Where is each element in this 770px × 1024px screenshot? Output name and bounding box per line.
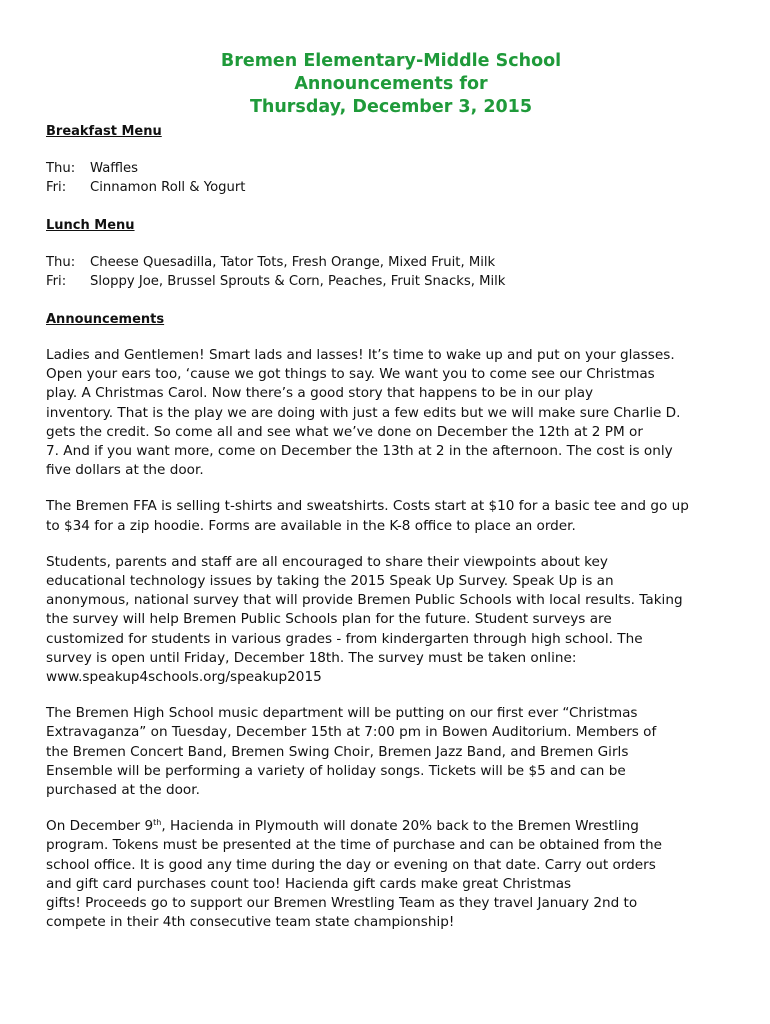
paragraph-line: Ladies and Gentlemen! Smart lads and lasses! It’s time to wake up and put on your glasses. — [46, 347, 675, 363]
survey-url: www.speakup4schools.org/speakup2015 — [46, 669, 322, 686]
paragraph-line: 7. And if you want more, come on December the 13th at 2 in the afternoon. The cost is only — [46, 443, 673, 460]
ffa-paragraph — [46, 497, 736, 535]
ordinal-suffix: th — [153, 818, 162, 828]
paragraph-line: Students, parents and staff are all encouraged to share their viewpoints about key — [46, 553, 608, 570]
music-paragraph — [46, 704, 736, 800]
lunch-row-fri — [46, 272, 736, 291]
speak-up-survey-paragraph — [46, 553, 736, 687]
lunch-row-thu — [46, 253, 736, 272]
announcement-document — [46, 50, 736, 932]
paragraph-line — [46, 817, 736, 836]
paragraph-line: Open your ears too, ‘cause we got things to say. We want you to come see our Christmas — [46, 366, 655, 383]
paragraph-line: gets the credit. So come all and see what we’ve done on December the 12th at 2 PM or — [46, 423, 643, 440]
paragraph-line: educational technology issues by taking the 2015 Speak Up Survey. Speak Up is an — [46, 573, 614, 590]
title-school: Bremen Elementary-Middle School — [220, 51, 562, 71]
paragraph-line: program. Tokens must be presented at the time of purchase and can be obtained from the — [46, 837, 662, 854]
hacienda-paragraph — [46, 817, 736, 932]
breakfast-heading: Breakfast Menu — [46, 124, 162, 139]
announcements-heading: Announcements — [46, 312, 165, 327]
lunch-section — [46, 216, 736, 291]
menu-items: Cinnamon Roll & Yogurt — [90, 180, 246, 195]
lunch-heading: Lunch Menu — [46, 218, 135, 233]
paragraph-line: customized for students in various grades - from kindergarten through high school. The — [46, 630, 643, 647]
menu-day: Thu: — [46, 161, 76, 176]
paragraph-line: and gift card purchases count too! Hacienda gift cards make great Christmas — [46, 875, 572, 892]
line-text: On December 9 — [46, 818, 154, 835]
breakfast-row-fri — [46, 178, 736, 197]
paragraph-line: Extravaganza” on Tuesday, December 15th at 7:00 pm in Bowen Auditorium. Members of — [46, 724, 657, 741]
paragraph-line: The Bremen FFA is selling t-shirts and sweatshirts. Costs start at $10 for a basic tee and go up — [46, 498, 689, 515]
paragraph-line: to $34 for a zip hoodie. Forms are available in the K-8 office to place an order. — [46, 517, 576, 534]
title-announcements-for: Announcements for — [294, 74, 488, 94]
paragraph-line: inventory. That is the play we are doing with just a few edits but we will make sure Charlie D. — [46, 404, 681, 421]
menu-day: Thu: — [46, 255, 76, 270]
title-date: Thursday, December 3, 2015 — [249, 97, 533, 117]
paragraph-line: gifts! Proceeds go to support our Bremen Wrestling Team as they travel January 2nd to — [46, 895, 638, 912]
christmas-play-paragraph — [46, 346, 736, 480]
menu-day: Fri: — [46, 274, 67, 289]
announcements-section — [46, 310, 736, 932]
paragraph-line: purchased at the door. — [46, 782, 200, 799]
paragraph-line: five dollars at the door. — [46, 462, 204, 479]
breakfast-section — [46, 122, 736, 197]
menu-items: Cheese Quesadilla, Tator Tots, Fresh Orange, Mixed Fruit, Milk — [90, 255, 496, 270]
menu-day: Fri: — [46, 180, 67, 195]
document-title — [46, 50, 736, 119]
menu-items: Waffles — [90, 161, 139, 176]
paragraph-line: the survey will help Bremen Public Schools plan for the future. Student surveys are — [46, 611, 612, 628]
paragraph-line: play. A Christmas Carol. Now there’s a good story that happens to be in our play — [46, 385, 594, 402]
paragraph-line: anonymous, national survey that will provide Bremen Public Schools with local results. Taking — [46, 592, 683, 609]
line-text: , Hacienda in Plymouth will donate 20% back to the Bremen Wrestling — [161, 818, 639, 835]
paragraph-line: survey is open until Friday, December 18th. The survey must be taken online: — [46, 649, 577, 666]
paragraph-line: Ensemble will be performing a variety of holiday songs. Tickets will be $5 and can be — [46, 762, 626, 779]
paragraph-line: the Bremen Concert Band, Bremen Swing Choir, Bremen Jazz Band, and Bremen Girls — [46, 743, 629, 760]
breakfast-row-thu — [46, 159, 736, 178]
menu-items: Sloppy Joe, Brussel Sprouts & Corn, Peaches, Fruit Snacks, Milk — [90, 274, 506, 289]
paragraph-line: The Bremen High School music department will be putting on our first ever “Christmas — [46, 705, 638, 722]
paragraph-line: compete in their 4th consecutive team state championship! — [46, 914, 455, 931]
paragraph-line: school office. It is good any time during the day or evening on that date. Carry out orders — [46, 856, 656, 873]
